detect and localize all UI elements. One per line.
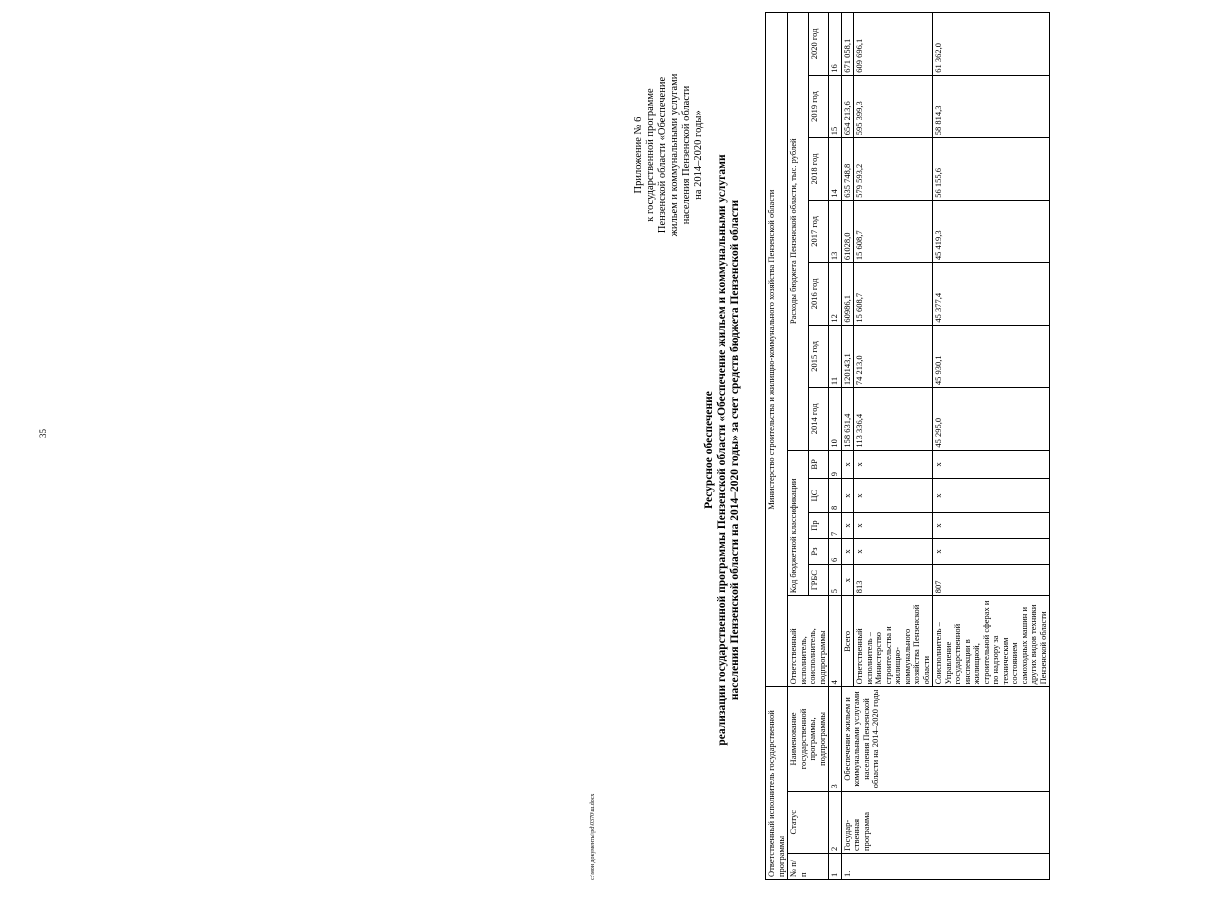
column-number: 1 xyxy=(829,853,842,879)
year-header: 2014 год xyxy=(808,388,829,450)
row-value: 595 399,3 xyxy=(854,75,933,137)
appendix-line: к государственной программе xyxy=(645,88,656,222)
row-value: 158 631,4 xyxy=(841,388,854,450)
row-program-name: Обеспечение жильем и коммунальными услугами населения Пензенской области на 2014–2020 годы xyxy=(841,687,1050,791)
title-line: Ресурсное обеспечение xyxy=(703,391,715,509)
col-responsible-header: Ответственный исполнитель, соисполнитель, подпрограммы xyxy=(788,596,829,687)
row-code: х xyxy=(841,565,854,596)
year-header: 2020 год xyxy=(808,13,829,76)
row-code: х xyxy=(854,513,933,539)
col-status-header: Статус xyxy=(788,791,829,853)
column-number: 15 xyxy=(829,75,842,137)
column-number: 12 xyxy=(829,263,842,325)
row-code: х xyxy=(841,513,854,539)
row-code: х xyxy=(933,513,1050,539)
column-number: 10 xyxy=(829,388,842,450)
row-value: 579 593,2 xyxy=(854,138,933,200)
table-row xyxy=(841,13,854,880)
row-code: х xyxy=(841,539,854,565)
row-value: 671 058,1 xyxy=(841,13,854,76)
code-header: ЦС xyxy=(808,479,829,513)
row-responsible: Всего xyxy=(841,596,854,687)
row-code: х xyxy=(933,450,1050,479)
row-responsible: Соисполнитель – Управление государственной инспекции в жилищной, строительной сферах и по надзору за техническим состоянием самоходных машин и других видов техники Пензенской области xyxy=(933,596,1050,687)
row-code: 807 xyxy=(933,565,1050,596)
row-code: х xyxy=(854,450,933,479)
appendix-line: жильем и коммунальными услугами xyxy=(669,73,680,237)
column-number: 3 xyxy=(829,687,842,791)
year-header: 2016 год xyxy=(808,263,829,325)
col-num-header: № п/п xyxy=(788,853,829,879)
header-ministry: Министерство строительства и жилищно-коммунального хозяйства Пензенской области xyxy=(766,13,788,687)
row-value: 74 213,0 xyxy=(854,325,933,387)
appendix-line: Приложение № 6 xyxy=(633,116,644,194)
row-code: 813 xyxy=(854,565,933,596)
row-code: х xyxy=(933,479,1050,513)
row-value: 45 377,4 xyxy=(933,263,1050,325)
appendix-block xyxy=(633,20,705,290)
header-row-main xyxy=(788,13,809,880)
column-number: 11 xyxy=(829,325,842,387)
row-responsible: Ответственный исполнитель – Министерство строительства и жилищно-коммунального хозяйства Пензенской области xyxy=(854,596,933,687)
row-number: 1. xyxy=(841,853,1050,879)
row-status: Государ-ственная программа xyxy=(841,791,1050,853)
row-value: 58 814,3 xyxy=(933,75,1050,137)
header-row-executor xyxy=(766,13,788,880)
code-header: Пр xyxy=(808,513,829,539)
column-number: 5 xyxy=(829,565,842,596)
row-value: 609 696,1 xyxy=(854,13,933,76)
header-executor: Ответственный исполнитель государственной программы xyxy=(766,687,788,880)
row-value: 120143,1 xyxy=(841,325,854,387)
row-value: 15 608,7 xyxy=(854,200,933,262)
appendix-line: Пензенской области «Обеспечение xyxy=(657,76,668,234)
row-value: 15 608,7 xyxy=(854,263,933,325)
column-number: 13 xyxy=(829,200,842,262)
column-number: 14 xyxy=(829,138,842,200)
row-value: 654 213,6 xyxy=(841,75,854,137)
document-title xyxy=(703,140,742,760)
footer-file-path: c:\мои документы\pd\0370\ш.docx xyxy=(590,793,596,880)
title-line: населения Пензенской области на 2014–2020 годы» за счет средств бюджета Пензенской области xyxy=(729,199,741,701)
row-code: х xyxy=(933,539,1050,565)
year-header: 2019 год xyxy=(808,75,829,137)
code-header: Рз xyxy=(808,539,829,565)
resource-table xyxy=(765,12,1050,880)
year-header: 2018 год xyxy=(808,138,829,200)
column-number: 9 xyxy=(829,450,842,479)
row-value: 61 362,0 xyxy=(933,13,1050,76)
year-header: 2017 год xyxy=(808,200,829,262)
row-value: 113 336,4 xyxy=(854,388,933,450)
column-number: 2 xyxy=(829,791,842,853)
row-value: 60986,1 xyxy=(841,263,854,325)
appendix-line: населения Пензенской области xyxy=(681,85,692,225)
row-value: 45 930,1 xyxy=(933,325,1050,387)
column-number-row xyxy=(829,13,842,880)
row-code: х xyxy=(854,479,933,513)
row-code: х xyxy=(841,450,854,479)
col-name-header: Наименование государственной программы, подпрограммы xyxy=(788,687,829,791)
code-header: ГРБС xyxy=(808,565,829,596)
row-value: 45 419,3 xyxy=(933,200,1050,262)
column-number: 8 xyxy=(829,479,842,513)
row-value: 61028,0 xyxy=(841,200,854,262)
column-number: 6 xyxy=(829,539,842,565)
appendix-line: на 2014–2020 годы» xyxy=(693,110,704,200)
row-value: 635 748,8 xyxy=(841,138,854,200)
column-number: 4 xyxy=(829,596,842,687)
code-header: ВР xyxy=(808,450,829,479)
column-number: 7 xyxy=(829,513,842,539)
document-sheet xyxy=(625,0,1225,890)
row-value: 56 155,6 xyxy=(933,138,1050,200)
page-number: 35 xyxy=(38,429,48,438)
col-expenses-header: Расходы бюджета Пензенской области, тыс. рублей xyxy=(788,13,809,451)
column-number: 16 xyxy=(829,13,842,76)
title-line: реализации государственной программы Пензенской области «Обеспечение жильем и коммунальными услугами xyxy=(716,154,728,746)
row-code: х xyxy=(841,479,854,513)
row-value: 45 295,0 xyxy=(933,388,1050,450)
col-budget-code-header: Код бюджетной классификации xyxy=(788,450,809,596)
row-code: х xyxy=(854,539,933,565)
year-header: 2015 год xyxy=(808,325,829,387)
